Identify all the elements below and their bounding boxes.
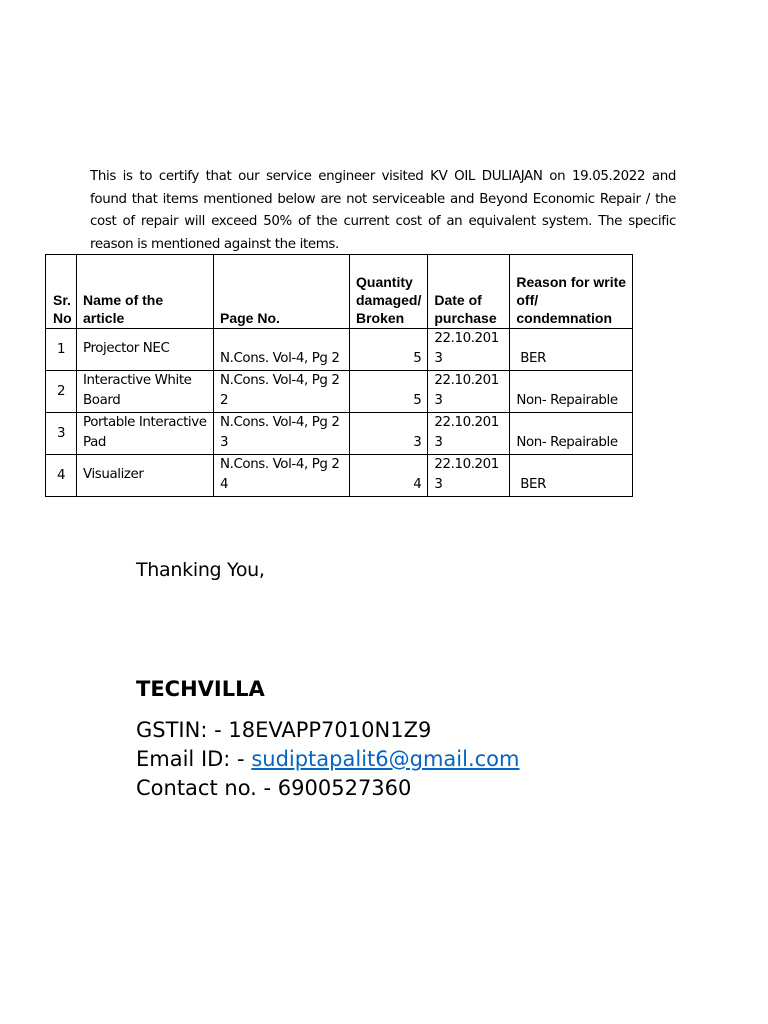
table-row <box>46 413 633 455</box>
row-article-name: Interactive White Board <box>77 371 214 413</box>
contact-block <box>136 716 519 803</box>
row-sr-no: 3 <box>46 413 77 455</box>
header-quantity: Quantity damaged/ Broken <box>350 255 428 329</box>
header-reason: Reason for write off/ condemnation <box>510 255 633 329</box>
row-page-no: N.Cons. Vol-4, Pg 2 <box>214 329 350 371</box>
row-quantity: 3 <box>350 413 428 455</box>
row-reason: Non- Repairable <box>510 371 633 413</box>
row-article-name: Projector NEC <box>77 329 214 371</box>
gstin-value: 18EVAPP7010N1Z9 <box>228 718 432 742</box>
row-reason: Non- Repairable <box>510 413 633 455</box>
contact-label: Contact no. - <box>136 776 278 800</box>
row-reason-text: BER <box>520 477 546 492</box>
items-table <box>45 254 633 497</box>
row-reason <box>510 329 633 371</box>
table-row <box>46 329 633 371</box>
email-link[interactable]: sudiptapalit6@gmail.com <box>251 747 520 771</box>
row-page-no: N.Cons. Vol-4, Pg 23 <box>214 413 350 455</box>
row-date-of-purchase: 22.10.2013 <box>428 455 510 497</box>
table-header-row <box>46 255 633 329</box>
email-line <box>136 745 519 774</box>
closing-text: Thanking You, <box>136 559 265 581</box>
row-quantity: 5 <box>350 329 428 371</box>
table-row <box>46 455 633 497</box>
row-reason <box>510 455 633 497</box>
row-quantity: 4 <box>350 455 428 497</box>
contact-value: 6900527360 <box>277 776 412 800</box>
header-article-name: Name of the article <box>77 255 214 329</box>
row-sr-no: 2 <box>46 371 77 413</box>
gstin-label: GSTIN: - <box>136 718 229 742</box>
row-sr-no: 1 <box>46 329 77 371</box>
certification-paragraph: This is to certify that our service engineer visited KV OIL DULIAJAN on 19.05.2022 and found that items mentioned below are not serviceable and Beyond Economic Repair / the cost of repair will exceed 50% of the current cost of an equivalent system. The specific reason is mentioned against the items. <box>90 169 676 252</box>
header-page-no: Page No. <box>214 255 350 329</box>
row-article-name: Visualizer <box>77 455 214 497</box>
row-reason-text: BER <box>520 351 546 366</box>
row-sr-no: 4 <box>46 455 77 497</box>
header-date-of-purchase: Date of purchase <box>428 255 510 329</box>
row-page-no: N.Cons. Vol-4, Pg 22 <box>214 371 350 413</box>
row-date-of-purchase: 22.10.2013 <box>428 371 510 413</box>
row-quantity: 5 <box>350 371 428 413</box>
gstin-line <box>136 716 519 745</box>
contact-line <box>136 774 519 803</box>
email-label: Email ID: - <box>136 747 252 771</box>
table-row <box>46 371 633 413</box>
row-date-of-purchase: 22.10.2013 <box>428 413 510 455</box>
row-article-name: Portable Interactive Pad <box>77 413 214 455</box>
company-name: TECHVILLA <box>136 677 265 701</box>
row-date-of-purchase: 22.10.2013 <box>428 329 510 371</box>
row-page-no: N.Cons. Vol-4, Pg 24 <box>214 455 350 497</box>
header-sr-no: Sr. No <box>46 255 77 329</box>
